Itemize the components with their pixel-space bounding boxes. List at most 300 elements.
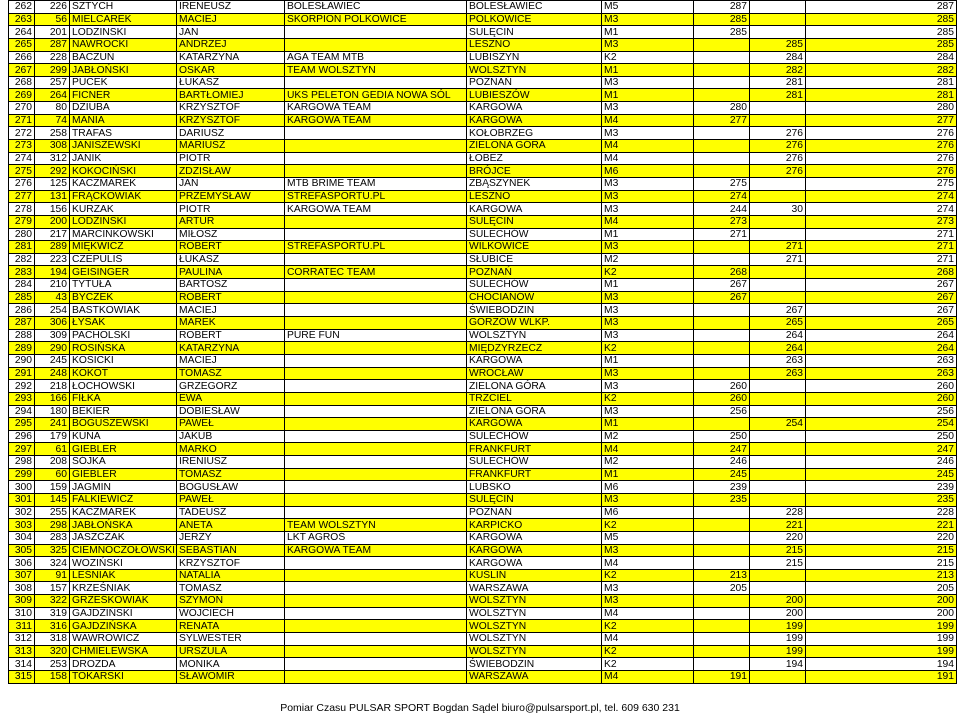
cell-category: M4 — [602, 114, 694, 127]
cell-lap-b: 267 — [750, 304, 806, 317]
cell-category: M4 — [602, 152, 694, 165]
cell-category: M4 — [602, 557, 694, 570]
cell-category: M4 — [602, 443, 694, 456]
cell-place: 294 — [9, 405, 35, 418]
cell-city: LUBISZYN — [467, 51, 602, 64]
cell-city: KARGOWA — [467, 418, 602, 431]
cell-number: 180 — [35, 405, 70, 418]
cell-place: 291 — [9, 367, 35, 380]
cell-surname: TRAFAS — [70, 127, 177, 140]
cell-place: 299 — [9, 468, 35, 481]
cell-category: M4 — [602, 215, 694, 228]
cell-city: POLKOWICE — [467, 13, 602, 26]
cell-team — [285, 557, 467, 570]
cell-city: SULECHÓW — [467, 456, 602, 469]
cell-city: LESZNO — [467, 190, 602, 203]
cell-lap-b: 271 — [750, 253, 806, 266]
cell-number: 292 — [35, 165, 70, 178]
cell-first-name: SZYMON — [177, 595, 285, 608]
cell-first-name: EWA — [177, 392, 285, 405]
cell-city: SULECHÓW — [467, 279, 602, 292]
cell-place: 283 — [9, 266, 35, 279]
cell-number: 319 — [35, 607, 70, 620]
cell-category: M3 — [602, 291, 694, 304]
cell-lap-b: 194 — [750, 658, 806, 671]
cell-city: ZIELONA GÓRA — [467, 405, 602, 418]
cell-team — [285, 127, 467, 140]
cell-lap-b — [750, 443, 806, 456]
cell-team — [285, 582, 467, 595]
cell-city: GORZÓW WLKP. — [467, 317, 602, 330]
cell-number: 210 — [35, 279, 70, 292]
cell-city: FRANKFURT — [467, 443, 602, 456]
cell-number: 159 — [35, 481, 70, 494]
cell-total: 250 — [806, 430, 957, 443]
cell-surname: LODZINSKI — [70, 215, 177, 228]
cell-surname: KOKOCIŃSKI — [70, 165, 177, 178]
cell-first-name: KRZYSZTOF — [177, 557, 285, 570]
cell-first-name: ZDZISŁAW — [177, 165, 285, 178]
cell-total: 199 — [806, 645, 957, 658]
cell-total: 281 — [806, 76, 957, 89]
table-row — [9, 13, 957, 26]
cell-team: STREFASPORTU.PL — [285, 190, 467, 203]
cell-surname: DZIUBA — [70, 102, 177, 115]
cell-lap-b: 200 — [750, 595, 806, 608]
cell-number: 299 — [35, 64, 70, 77]
cell-surname: ROSIŃSKA — [70, 342, 177, 355]
cell-number: 157 — [35, 582, 70, 595]
cell-city: WOLSZTYN — [467, 329, 602, 342]
cell-number: 325 — [35, 544, 70, 557]
cell-first-name: DARIUSZ — [177, 127, 285, 140]
cell-surname: KOSICKI — [70, 354, 177, 367]
cell-category: K2 — [602, 569, 694, 582]
cell-total: 247 — [806, 443, 957, 456]
cell-team — [285, 569, 467, 582]
table-row — [9, 569, 957, 582]
cell-lap-b: 276 — [750, 152, 806, 165]
cell-category: M1 — [602, 228, 694, 241]
cell-total: 285 — [806, 13, 957, 26]
cell-place: 262 — [9, 1, 35, 14]
cell-lap-b — [750, 380, 806, 393]
cell-place: 311 — [9, 620, 35, 633]
cell-place: 278 — [9, 203, 35, 216]
cell-team — [285, 304, 467, 317]
cell-category: M3 — [602, 177, 694, 190]
cell-category: M3 — [602, 102, 694, 115]
cell-place: 312 — [9, 633, 35, 646]
cell-lap-b: 199 — [750, 633, 806, 646]
cell-place: 272 — [9, 127, 35, 140]
cell-place: 304 — [9, 531, 35, 544]
cell-number: 324 — [35, 557, 70, 570]
cell-lap-b — [750, 177, 806, 190]
table-row — [9, 354, 957, 367]
cell-number: 322 — [35, 595, 70, 608]
cell-lap-a — [694, 354, 750, 367]
cell-lap-a: 267 — [694, 279, 750, 292]
cell-first-name: JAN — [177, 177, 285, 190]
table-row — [9, 279, 957, 292]
cell-first-name: PIOTR — [177, 152, 285, 165]
cell-city: POZNAŃ — [467, 506, 602, 519]
cell-number: 158 — [35, 670, 70, 683]
cell-place: 267 — [9, 64, 35, 77]
cell-total: 228 — [806, 506, 957, 519]
cell-lap-a — [694, 418, 750, 431]
cell-category: M3 — [602, 304, 694, 317]
cell-first-name: MACIEJ — [177, 13, 285, 26]
cell-total: 276 — [806, 152, 957, 165]
cell-total: 267 — [806, 304, 957, 317]
cell-category: M1 — [602, 26, 694, 39]
cell-team — [285, 367, 467, 380]
cell-total: 235 — [806, 493, 957, 506]
cell-total: 271 — [806, 253, 957, 266]
cell-city: POZNAŃ — [467, 266, 602, 279]
cell-number: 283 — [35, 531, 70, 544]
cell-category: M1 — [602, 279, 694, 292]
cell-category: M3 — [602, 329, 694, 342]
cell-place: 284 — [9, 279, 35, 292]
cell-city: MIĘDZYRZECZ — [467, 342, 602, 355]
cell-surname: GAJDZIŃSKA — [70, 620, 177, 633]
cell-number: 308 — [35, 140, 70, 153]
table-row — [9, 607, 957, 620]
cell-category: M1 — [602, 64, 694, 77]
cell-lap-b — [750, 13, 806, 26]
cell-category: M3 — [602, 76, 694, 89]
cell-place: 266 — [9, 51, 35, 64]
cell-first-name: ARTUR — [177, 215, 285, 228]
cell-place: 268 — [9, 76, 35, 89]
cell-first-name: PAWEŁ — [177, 418, 285, 431]
cell-lap-a — [694, 241, 750, 254]
cell-team — [285, 506, 467, 519]
cell-place: 313 — [9, 645, 35, 658]
cell-first-name: SEBASTIAN — [177, 544, 285, 557]
cell-lap-a: 287 — [694, 1, 750, 14]
cell-city: POZNAŃ — [467, 76, 602, 89]
cell-total: 245 — [806, 468, 957, 481]
cell-team: CORRATEC TEAM — [285, 266, 467, 279]
cell-team: MTB BRIME TEAM — [285, 177, 467, 190]
cell-category: M3 — [602, 367, 694, 380]
cell-number: 254 — [35, 304, 70, 317]
cell-lap-b: 199 — [750, 645, 806, 658]
cell-category: K2 — [602, 658, 694, 671]
cell-place: 290 — [9, 354, 35, 367]
cell-lap-a: 239 — [694, 481, 750, 494]
cell-city: LUBSKO — [467, 481, 602, 494]
cell-team: TEAM WOLSZTYN — [285, 519, 467, 532]
cell-place: 276 — [9, 177, 35, 190]
table-row — [9, 76, 957, 89]
cell-surname: MIELCAREK — [70, 13, 177, 26]
cell-lap-a: 267 — [694, 291, 750, 304]
cell-total: 213 — [806, 569, 957, 582]
cell-first-name: OSKAR — [177, 64, 285, 77]
cell-city: WOLSZTYN — [467, 645, 602, 658]
cell-team — [285, 291, 467, 304]
cell-first-name: MACIEJ — [177, 304, 285, 317]
cell-first-name: ROBERT — [177, 241, 285, 254]
cell-total: 284 — [806, 51, 957, 64]
cell-team — [285, 140, 467, 153]
table-row — [9, 443, 957, 456]
cell-lap-a: 246 — [694, 456, 750, 469]
cell-first-name: PAWEŁ — [177, 493, 285, 506]
cell-first-name: JAN — [177, 26, 285, 39]
cell-lap-a: 256 — [694, 405, 750, 418]
cell-place: 287 — [9, 317, 35, 330]
cell-lap-a — [694, 595, 750, 608]
cell-category: M4 — [602, 607, 694, 620]
cell-team — [285, 468, 467, 481]
cell-first-name: ŁUKASZ — [177, 253, 285, 266]
cell-lap-a — [694, 531, 750, 544]
cell-lap-a: 250 — [694, 430, 750, 443]
cell-number: 264 — [35, 89, 70, 102]
cell-first-name: JAKUB — [177, 430, 285, 443]
cell-surname: BACZUŃ — [70, 51, 177, 64]
table-row — [9, 177, 957, 190]
cell-number: 208 — [35, 456, 70, 469]
cell-category: M4 — [602, 140, 694, 153]
cell-team — [285, 392, 467, 405]
cell-surname: JAGMIN — [70, 481, 177, 494]
cell-total: 256 — [806, 405, 957, 418]
cell-city: ZBĄSZYNEK — [467, 177, 602, 190]
cell-lap-b: 276 — [750, 127, 806, 140]
cell-number: 226 — [35, 1, 70, 14]
cell-first-name: TADEUSZ — [177, 506, 285, 519]
cell-lap-a — [694, 329, 750, 342]
cell-first-name: SŁAWOMIR — [177, 670, 285, 683]
cell-first-name: BOGUSŁAW — [177, 481, 285, 494]
cell-surname: ŁYSAK — [70, 317, 177, 330]
cell-surname: TOKARSKI — [70, 670, 177, 683]
table-row — [9, 620, 957, 633]
cell-total: 287 — [806, 1, 957, 14]
cell-category: M3 — [602, 380, 694, 393]
cell-city: KOŁOBRZEG — [467, 127, 602, 140]
cell-place: 307 — [9, 569, 35, 582]
cell-lap-b — [750, 569, 806, 582]
cell-place: 297 — [9, 443, 35, 456]
cell-total: 274 — [806, 190, 957, 203]
cell-city: KARGOWA — [467, 557, 602, 570]
cell-place: 275 — [9, 165, 35, 178]
cell-number: 248 — [35, 367, 70, 380]
cell-category: M4 — [602, 633, 694, 646]
cell-lap-b: 265 — [750, 317, 806, 330]
cell-place: 314 — [9, 658, 35, 671]
cell-number: 43 — [35, 291, 70, 304]
cell-surname: KRZEŚNIAK — [70, 582, 177, 595]
table-row — [9, 190, 957, 203]
cell-total: 199 — [806, 633, 957, 646]
cell-first-name: ROBERT — [177, 329, 285, 342]
cell-place: 282 — [9, 253, 35, 266]
table-row — [9, 89, 957, 102]
cell-surname: TYTUŁA — [70, 279, 177, 292]
cell-first-name: MIŁOSZ — [177, 228, 285, 241]
cell-first-name: ROBERT — [177, 291, 285, 304]
cell-surname: BEKIER — [70, 405, 177, 418]
cell-total: 267 — [806, 291, 957, 304]
cell-lap-b: 284 — [750, 51, 806, 64]
cell-place: 285 — [9, 291, 35, 304]
cell-surname: JABŁOŃSKA — [70, 519, 177, 532]
cell-lap-a: 285 — [694, 13, 750, 26]
table-row — [9, 418, 957, 431]
table-row — [9, 329, 957, 342]
cell-place: 273 — [9, 140, 35, 153]
cell-number: 74 — [35, 114, 70, 127]
cell-lap-b: 282 — [750, 64, 806, 77]
cell-lap-b — [750, 266, 806, 279]
cell-surname: GAJDZIŃSKI — [70, 607, 177, 620]
cell-place: 308 — [9, 582, 35, 595]
table-row — [9, 595, 957, 608]
cell-team — [285, 645, 467, 658]
cell-city: ŚWIEBODZIN — [467, 304, 602, 317]
cell-place: 306 — [9, 557, 35, 570]
cell-surname: PUCEK — [70, 76, 177, 89]
cell-surname: CIEMNOCZOŁOWSKI — [70, 544, 177, 557]
cell-team — [285, 658, 467, 671]
cell-place: 279 — [9, 215, 35, 228]
cell-lap-a — [694, 127, 750, 140]
cell-category: K2 — [602, 620, 694, 633]
cell-city: KUŚLIN — [467, 569, 602, 582]
cell-total: 246 — [806, 456, 957, 469]
cell-surname: JABŁOŃSKI — [70, 64, 177, 77]
cell-surname: FRĄCKOWIAK — [70, 190, 177, 203]
cell-lap-b — [750, 481, 806, 494]
table-row — [9, 215, 957, 228]
cell-total: 220 — [806, 531, 957, 544]
cell-total: 200 — [806, 595, 957, 608]
table-row — [9, 493, 957, 506]
cell-place: 288 — [9, 329, 35, 342]
cell-city: WOLSZTYN — [467, 607, 602, 620]
cell-total: 276 — [806, 165, 957, 178]
cell-total: 271 — [806, 228, 957, 241]
table-row — [9, 165, 957, 178]
cell-lap-a: 191 — [694, 670, 750, 683]
table-row — [9, 228, 957, 241]
cell-lap-a — [694, 152, 750, 165]
cell-category: M3 — [602, 13, 694, 26]
cell-place: 263 — [9, 13, 35, 26]
cell-lap-b — [750, 405, 806, 418]
cell-category: K2 — [602, 519, 694, 532]
table-row — [9, 1, 957, 14]
results-table-body — [9, 1, 957, 684]
cell-city: WOLSZTYN — [467, 64, 602, 77]
cell-first-name: TOMASZ — [177, 367, 285, 380]
cell-lap-b — [750, 291, 806, 304]
cell-lap-a — [694, 607, 750, 620]
cell-lap-a: 275 — [694, 177, 750, 190]
cell-surname: ŁOCHOWSKI — [70, 380, 177, 393]
cell-category: M6 — [602, 506, 694, 519]
cell-total: 215 — [806, 557, 957, 570]
cell-category: K2 — [602, 392, 694, 405]
cell-place: 296 — [9, 430, 35, 443]
cell-lap-a — [694, 633, 750, 646]
cell-total: 194 — [806, 658, 957, 671]
cell-lap-a: 247 — [694, 443, 750, 456]
cell-lap-a: 274 — [694, 190, 750, 203]
cell-city: KARGOWA — [467, 531, 602, 544]
cell-lap-a: 271 — [694, 228, 750, 241]
cell-first-name: MONIKA — [177, 658, 285, 671]
cell-surname: NAWROCKI — [70, 38, 177, 51]
cell-first-name: IRENIUSZ — [177, 456, 285, 469]
cell-category: M3 — [602, 241, 694, 254]
cell-lap-a — [694, 165, 750, 178]
cell-lap-a — [694, 645, 750, 658]
cell-number: 309 — [35, 329, 70, 342]
cell-first-name: TOMASZ — [177, 468, 285, 481]
table-row — [9, 380, 957, 393]
cell-lap-a — [694, 519, 750, 532]
cell-team — [285, 354, 467, 367]
table-row — [9, 430, 957, 443]
table-row — [9, 468, 957, 481]
cell-lap-b — [750, 456, 806, 469]
table-row — [9, 367, 957, 380]
cell-total: 199 — [806, 620, 957, 633]
cell-first-name: PRZEMYSŁAW — [177, 190, 285, 203]
cell-category: M6 — [602, 481, 694, 494]
cell-team — [285, 152, 467, 165]
cell-first-name: MAREK — [177, 317, 285, 330]
cell-category: M3 — [602, 317, 694, 330]
cell-surname: PACHOLSKI — [70, 329, 177, 342]
cell-lap-b — [750, 582, 806, 595]
cell-place: 265 — [9, 38, 35, 51]
cell-lap-b: 199 — [750, 620, 806, 633]
cell-surname: KACZMAREK — [70, 506, 177, 519]
cell-number: 257 — [35, 76, 70, 89]
cell-number: 241 — [35, 418, 70, 431]
cell-total: 281 — [806, 89, 957, 102]
cell-number: 312 — [35, 152, 70, 165]
cell-city: SULĘCIN — [467, 215, 602, 228]
cell-team — [285, 26, 467, 39]
cell-lap-a: 235 — [694, 493, 750, 506]
cell-number: 253 — [35, 658, 70, 671]
cell-surname: CZEPULIS — [70, 253, 177, 266]
table-row — [9, 266, 957, 279]
cell-lap-a — [694, 38, 750, 51]
cell-lap-a: 244 — [694, 203, 750, 216]
cell-number: 228 — [35, 51, 70, 64]
cell-category: M1 — [602, 89, 694, 102]
cell-total: 277 — [806, 114, 957, 127]
cell-lap-b — [750, 279, 806, 292]
cell-lap-b: 271 — [750, 241, 806, 254]
cell-surname: KUNA — [70, 430, 177, 443]
cell-category: M5 — [602, 531, 694, 544]
cell-team — [285, 253, 467, 266]
